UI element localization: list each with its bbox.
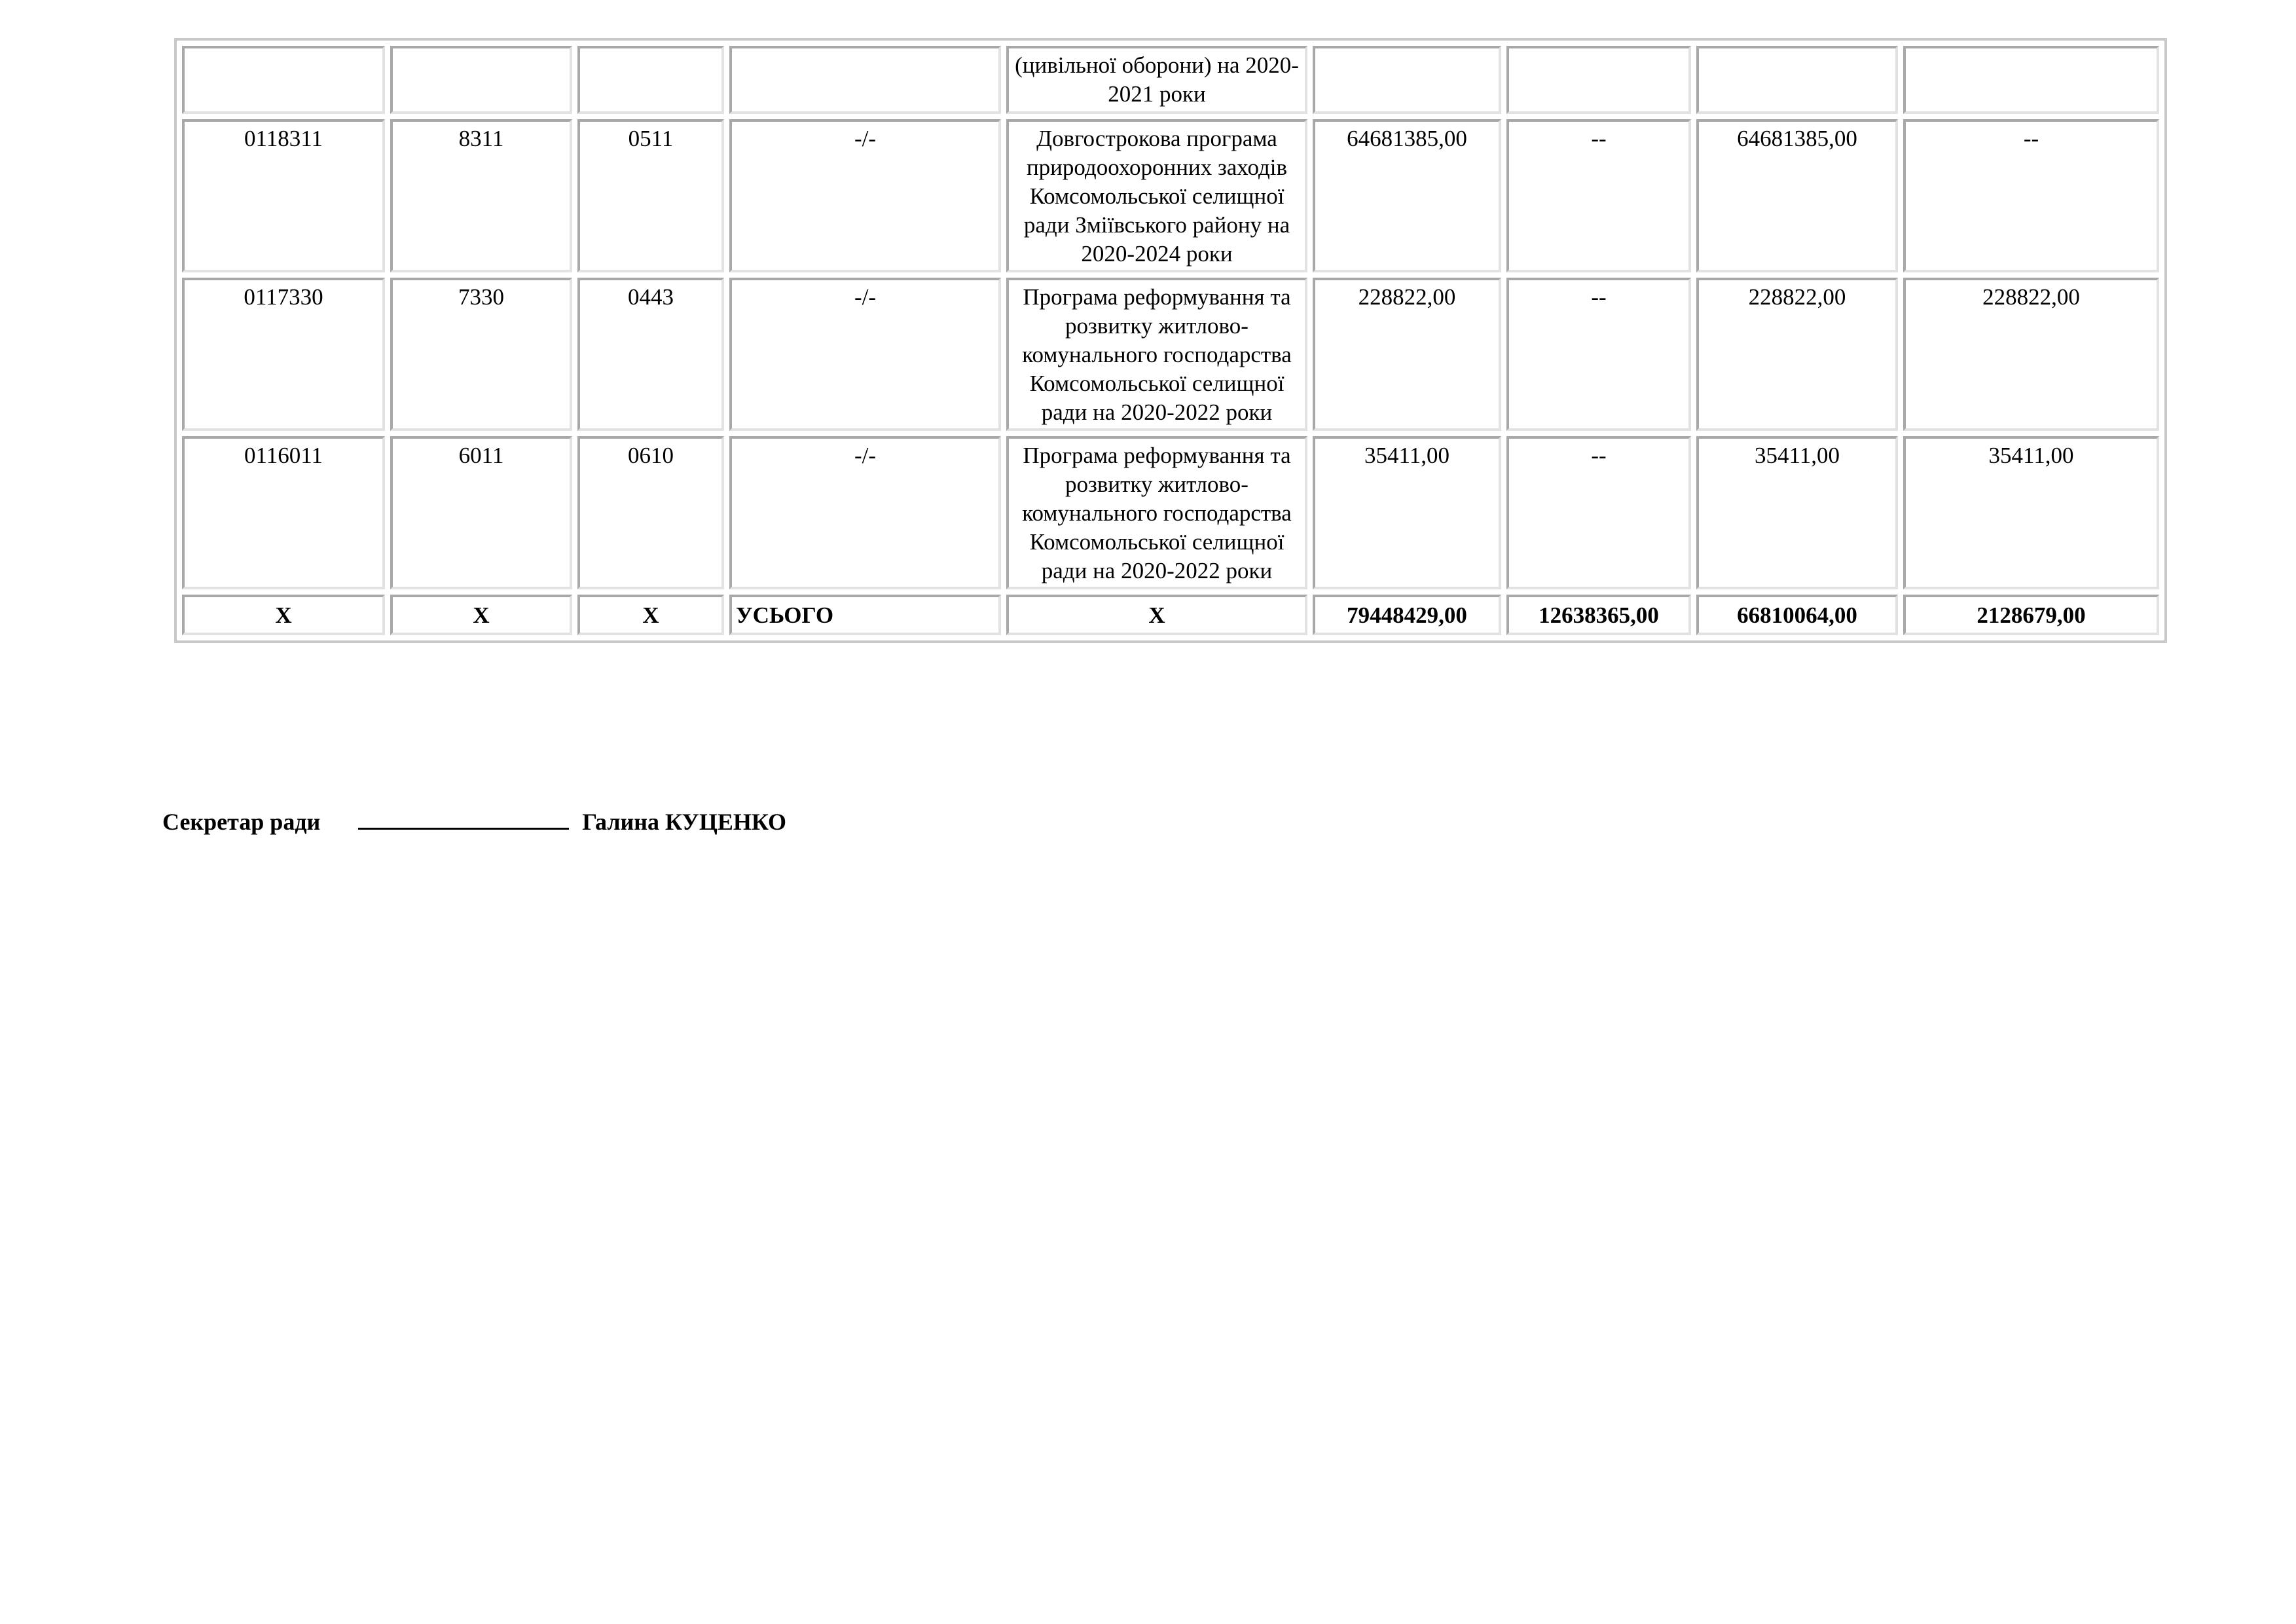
cell-program-code: 0118311 [182, 119, 385, 272]
cell-kfk-code: 6011 [390, 436, 572, 589]
signature-line [358, 803, 569, 830]
total-label: УСЬОГО [729, 595, 1001, 635]
cell-development-budget: 228822,00 [1903, 278, 2159, 431]
signature-block [162, 803, 786, 836]
cell-special-fund: 35411,00 [1696, 436, 1898, 589]
cell-program-name: (цивільної оборони) на 2020-2021 роки [1006, 46, 1307, 114]
total-program-name: Х [1006, 595, 1307, 635]
table-row [182, 46, 2159, 114]
cell-kfkvk-code: 0511 [577, 119, 724, 272]
cell-kfk-code: 8311 [390, 119, 572, 272]
cell-total: 35411,00 [1313, 436, 1501, 589]
cell-development-budget: 35411,00 [1903, 436, 2159, 589]
total-kfk-code: Х [390, 595, 572, 635]
total-kfkvk-code: Х [577, 595, 724, 635]
cell-special-fund: 228822,00 [1696, 278, 1898, 431]
table-row [182, 436, 2159, 589]
total-sum: 79448429,00 [1313, 595, 1501, 635]
table-row [182, 119, 2159, 272]
cell-kfkvk-code: 0610 [577, 436, 724, 589]
cell-general-fund [1506, 46, 1691, 114]
cell-special-fund [1696, 46, 1898, 114]
cell-development-budget: -- [1903, 119, 2159, 272]
budget-table [174, 38, 2167, 643]
cell-program-name: Програма реформування та розвитку житлово-комунального господарства Комсомольської селищної ради на 2020-2022 роки [1006, 278, 1307, 431]
cell-program-name: Програма реформування та розвитку житлово-комунального господарства Комсомольської селищної ради на 2020-2022 роки [1006, 436, 1307, 589]
total-row [182, 595, 2159, 635]
cell-kfkvk-code [577, 46, 724, 114]
table-row [182, 278, 2159, 431]
cell-program-code: 0116011 [182, 436, 385, 589]
cell-kfkvk-code: 0443 [577, 278, 724, 431]
cell-program-name: Довгострокова програма природоохоронних заходів Комсомольської селищної ради Зміївського району на 2020-2024 роки [1006, 119, 1307, 272]
cell-document: -/- [729, 436, 1001, 589]
cell-document: -/- [729, 119, 1001, 272]
cell-total [1313, 46, 1501, 114]
cell-program-code: 0117330 [182, 278, 385, 431]
cell-total: 228822,00 [1313, 278, 1501, 431]
cell-document: -/- [729, 278, 1001, 431]
total-program-code: Х [182, 595, 385, 635]
cell-total: 64681385,00 [1313, 119, 1501, 272]
total-development-budget: 2128679,00 [1903, 595, 2159, 635]
cell-general-fund: -- [1506, 436, 1691, 589]
signature-title: Секретар ради [162, 809, 321, 835]
cell-general-fund: -- [1506, 278, 1691, 431]
cell-program-code [182, 46, 385, 114]
cell-kfk-code [390, 46, 572, 114]
cell-development-budget [1903, 46, 2159, 114]
total-general-fund: 12638365,00 [1506, 595, 1691, 635]
cell-document [729, 46, 1001, 114]
signature-name: Галина КУЦЕНКО [582, 809, 787, 835]
cell-general-fund: -- [1506, 119, 1691, 272]
cell-special-fund: 64681385,00 [1696, 119, 1898, 272]
total-special-fund: 66810064,00 [1696, 595, 1898, 635]
cell-kfk-code: 7330 [390, 278, 572, 431]
